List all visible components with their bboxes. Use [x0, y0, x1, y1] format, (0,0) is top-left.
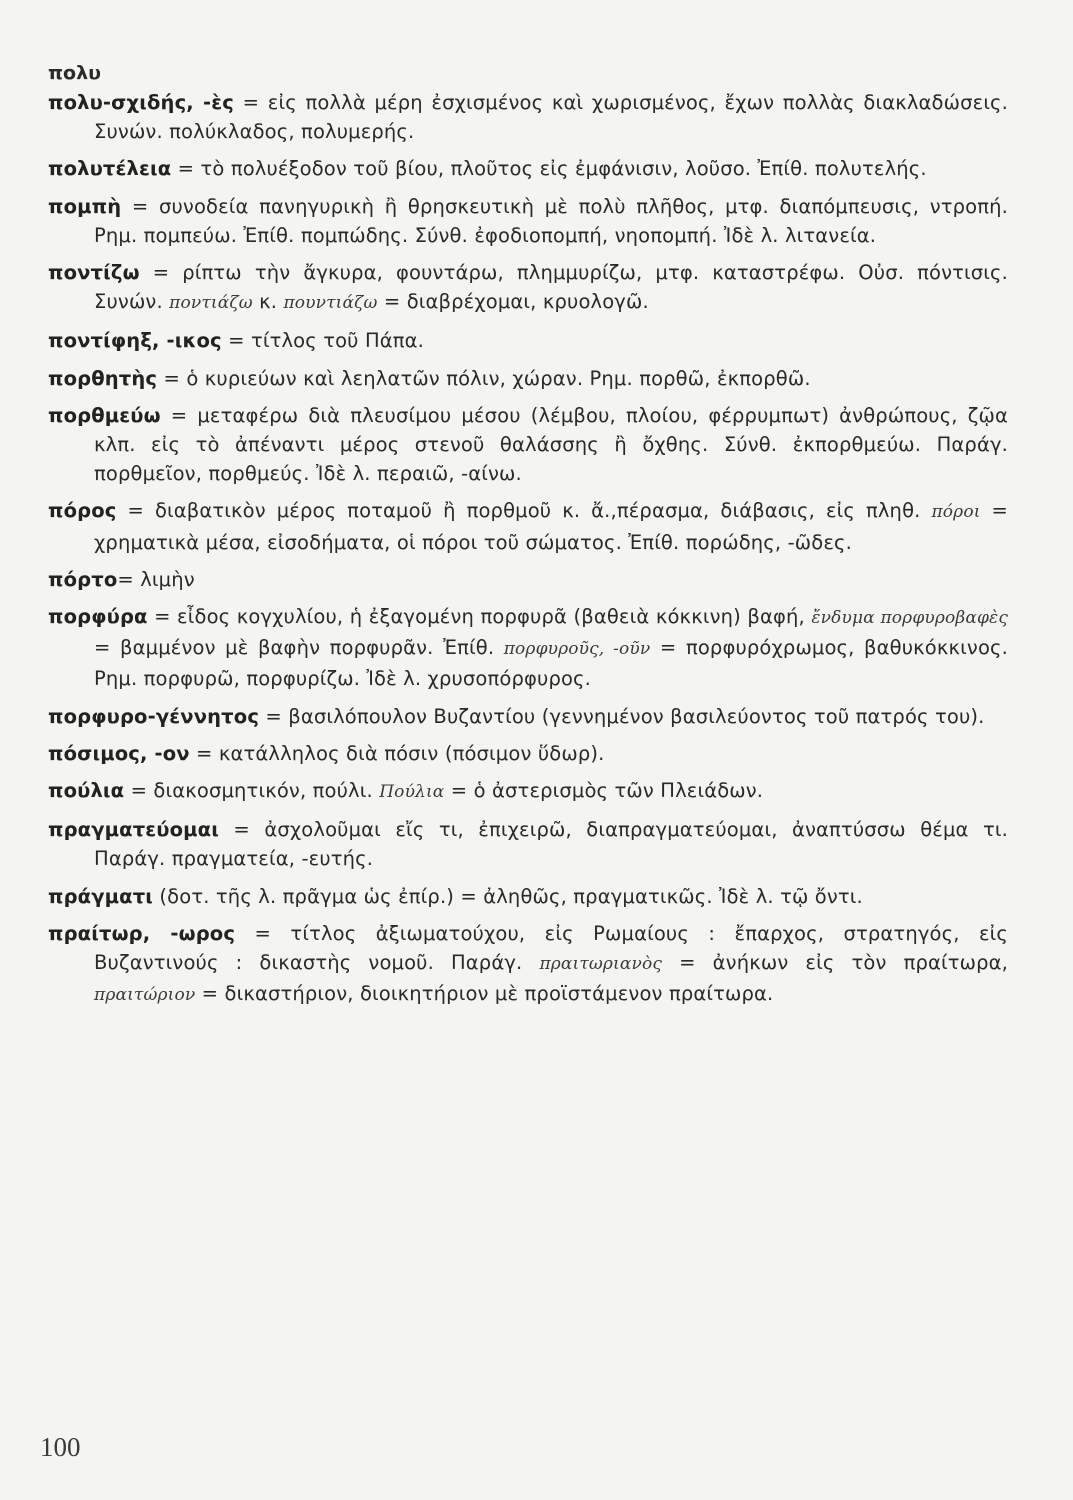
definition: = ὁ ἀστερισμὸς τῶν Πλειάδων. — [444, 779, 764, 803]
definition: = ἀνήκων εἰς τὸν πραίτωρα, — [662, 951, 1008, 975]
entry — [48, 919, 1008, 1011]
definition: = διαβατικὸν μέρος ποταμοῦ ἢ πορθμοῦ κ. ἄ.,πέρασμα, διάβασις, εἰς πληθ. — [116, 499, 932, 523]
italic-term: πόροι — [931, 502, 981, 523]
definition: = τίτλος τοῦ Πάπα. — [221, 329, 425, 353]
entry — [48, 364, 1008, 393]
entry — [48, 401, 1008, 489]
headword: πολυ-σχιδής, -ὲς — [48, 91, 235, 114]
entry — [48, 739, 1008, 768]
entry — [48, 882, 1008, 911]
headword: πράγματι — [48, 884, 154, 908]
entry — [48, 88, 1008, 146]
entry — [48, 496, 1008, 556]
definition: = ἀσχολοῦμαι εἴς τι, ἐπιχειρῶ, διαπραγματεύομαι, ἀναπτύσσω θέμα τι. Παράγ. πραγματεία, -ευτής. — [94, 818, 1008, 871]
italic-term: πραιτώριον — [94, 985, 196, 1006]
entry — [48, 154, 1008, 183]
definition: = διακοσμητικόν, πούλι. — [124, 779, 380, 803]
definition: = ρίπτω τὴν ἄγκυρα, φουντάρω, πλημμυρίζω, μτφ. καταστρέφω. Οὐσ. πόντισις. Συνών. — [94, 261, 1008, 314]
definition: = ὁ κυριεύων καὶ λεηλατῶν πόλιν, χώραν. Ρημ. πορθῶ, ἐκπορθῶ. — [157, 366, 811, 390]
headword: πόσιμος, -ον — [48, 741, 190, 765]
definition: = βαμμένον μὲ βαφὴν πορφυρᾶν. Ἐπίθ. — [94, 636, 504, 660]
entry — [48, 565, 1008, 594]
headword: πορφυρο-γέννητος — [48, 704, 260, 728]
definition: = διαβρέχομαι, κρυολογῶ. — [377, 290, 649, 314]
definition: = κατάλληλος διὰ πόσιν (πόσιμον ὕδωρ). — [189, 741, 605, 765]
headword: πομπὴ — [48, 194, 122, 218]
entry — [48, 258, 1008, 318]
headword: ποντίφηξ, -ικος — [48, 329, 222, 353]
italic-term: ἔνδυμα πορφυροβαφὲς — [811, 608, 1008, 629]
entry — [48, 776, 1008, 807]
entry — [48, 192, 1008, 250]
italic-term: ποντιάζω — [169, 293, 253, 314]
definition: = τίτλος ἀξιωματούχου, εἰς Ρωμαίους : ἔπαρχος, στρατηγός, εἰς Βυζαντινούς : δικαστὴς νομοῦ. Παράγ. — [94, 921, 1009, 975]
definition: = εἶδος κογχυλίου, ἡ ἐξαγομένη πορφυρᾶ (βαθειὰ κόκκινη) βαφή, — [147, 605, 812, 629]
entry — [48, 326, 1008, 355]
headword: πούλια — [48, 779, 125, 803]
entry — [48, 602, 1008, 694]
italic-term: πορφυροῦς, -οῦν — [503, 639, 651, 660]
headword: πορφύρα — [48, 605, 148, 629]
definition: = λιμὴν — [117, 567, 195, 591]
italic-term: πουντιάζω — [283, 293, 378, 314]
headword: πραγματεύομαι — [48, 818, 219, 842]
definition: = συνοδεία πανηγυρικὴ ἢ θρησκευτικὴ μὲ πολὺ πλῆθος, μτφ. διαπόμπευσις, ντροπή. Ρημ. πομπεύω. Ἐπίθ. πομπώδης. Σύνθ. ἐφοδιοπομπή, νηοπομπή. Ἰδὲ λ. λιτανεία. — [94, 194, 1008, 247]
entry — [48, 702, 1008, 731]
definition: = μεταφέρω διὰ πλευσίμου μέσου (λέμβου, πλοίου, φέρρυμπωτ) ἀνθρώπους, ζῷα κλπ. εἰς τὸ ἀπέναντι μέρος στενοῦ θαλάσσης ἢ ὄχθης. Σύνθ. ἐκπορθμεύω. Παράγ. πορθμεῖον, πορθμεύς. Ἰδὲ λ. περαιῶ, -αίνω. — [94, 403, 1008, 486]
headword: πόρτο — [48, 567, 118, 591]
italic-term: Πούλια — [379, 782, 445, 803]
headword: πόρος — [48, 499, 117, 523]
page-number: 100 — [40, 1432, 81, 1462]
italic-term: πραιτωριανὸς — [539, 954, 663, 975]
definition: = βασιλόπουλον Βυζαντίου (γεννημένον βασιλεύοντος τοῦ πατρός του). — [259, 704, 985, 728]
definition: = εἰς πολλὰ μέρη ἐσχισμένος καὶ χωρισμένος, ἔχων πολλὰς διακλαδώσεις. Συνών. πολύκλαδος, πολυμερής. — [94, 91, 1009, 144]
entry — [48, 815, 1008, 873]
definition: = δικαστήριον, διοικητήριον μὲ προϊστάμενον πραίτωρα. — [195, 982, 774, 1006]
definition: κ. — [252, 290, 284, 314]
headword: πολυτέλεια — [48, 157, 172, 181]
definition: (δοτ. τῆς λ. πρᾶγμα ὡς ἐπίρ.) = ἀληθῶς, πραγματικῶς. Ἰδὲ λ. τῷ ὄντι. — [153, 884, 863, 908]
headword: πραίτωρ, -ωρος — [48, 921, 236, 945]
definition: = χρηματικὰ μέσα, εἰσοδήματα, οἱ πόροι τοῦ σώματος. Ἐπίθ. πορώδης, -ῶδες. — [94, 499, 1008, 554]
dictionary-page — [48, 62, 1008, 1018]
headword: πορθητὴς — [48, 366, 158, 390]
headword: ποντίζω — [48, 261, 140, 285]
definition: = τὸ πολυέξοδον τοῦ βίου, πλοῦτος εἰς ἐμφάνισιν, λοῦσο. Ἐπίθ. πολυτελής. — [171, 157, 927, 181]
running-header: πολυ — [48, 62, 101, 84]
headword: πορθμεύω — [48, 403, 161, 427]
definition: = πορφυρόχρωμος, βαθυκόκκινος. Ρημ. πορφυρῶ, πορφυρίζω. Ἰδὲ λ. χρυσοπόρφυρος. — [94, 636, 1008, 691]
